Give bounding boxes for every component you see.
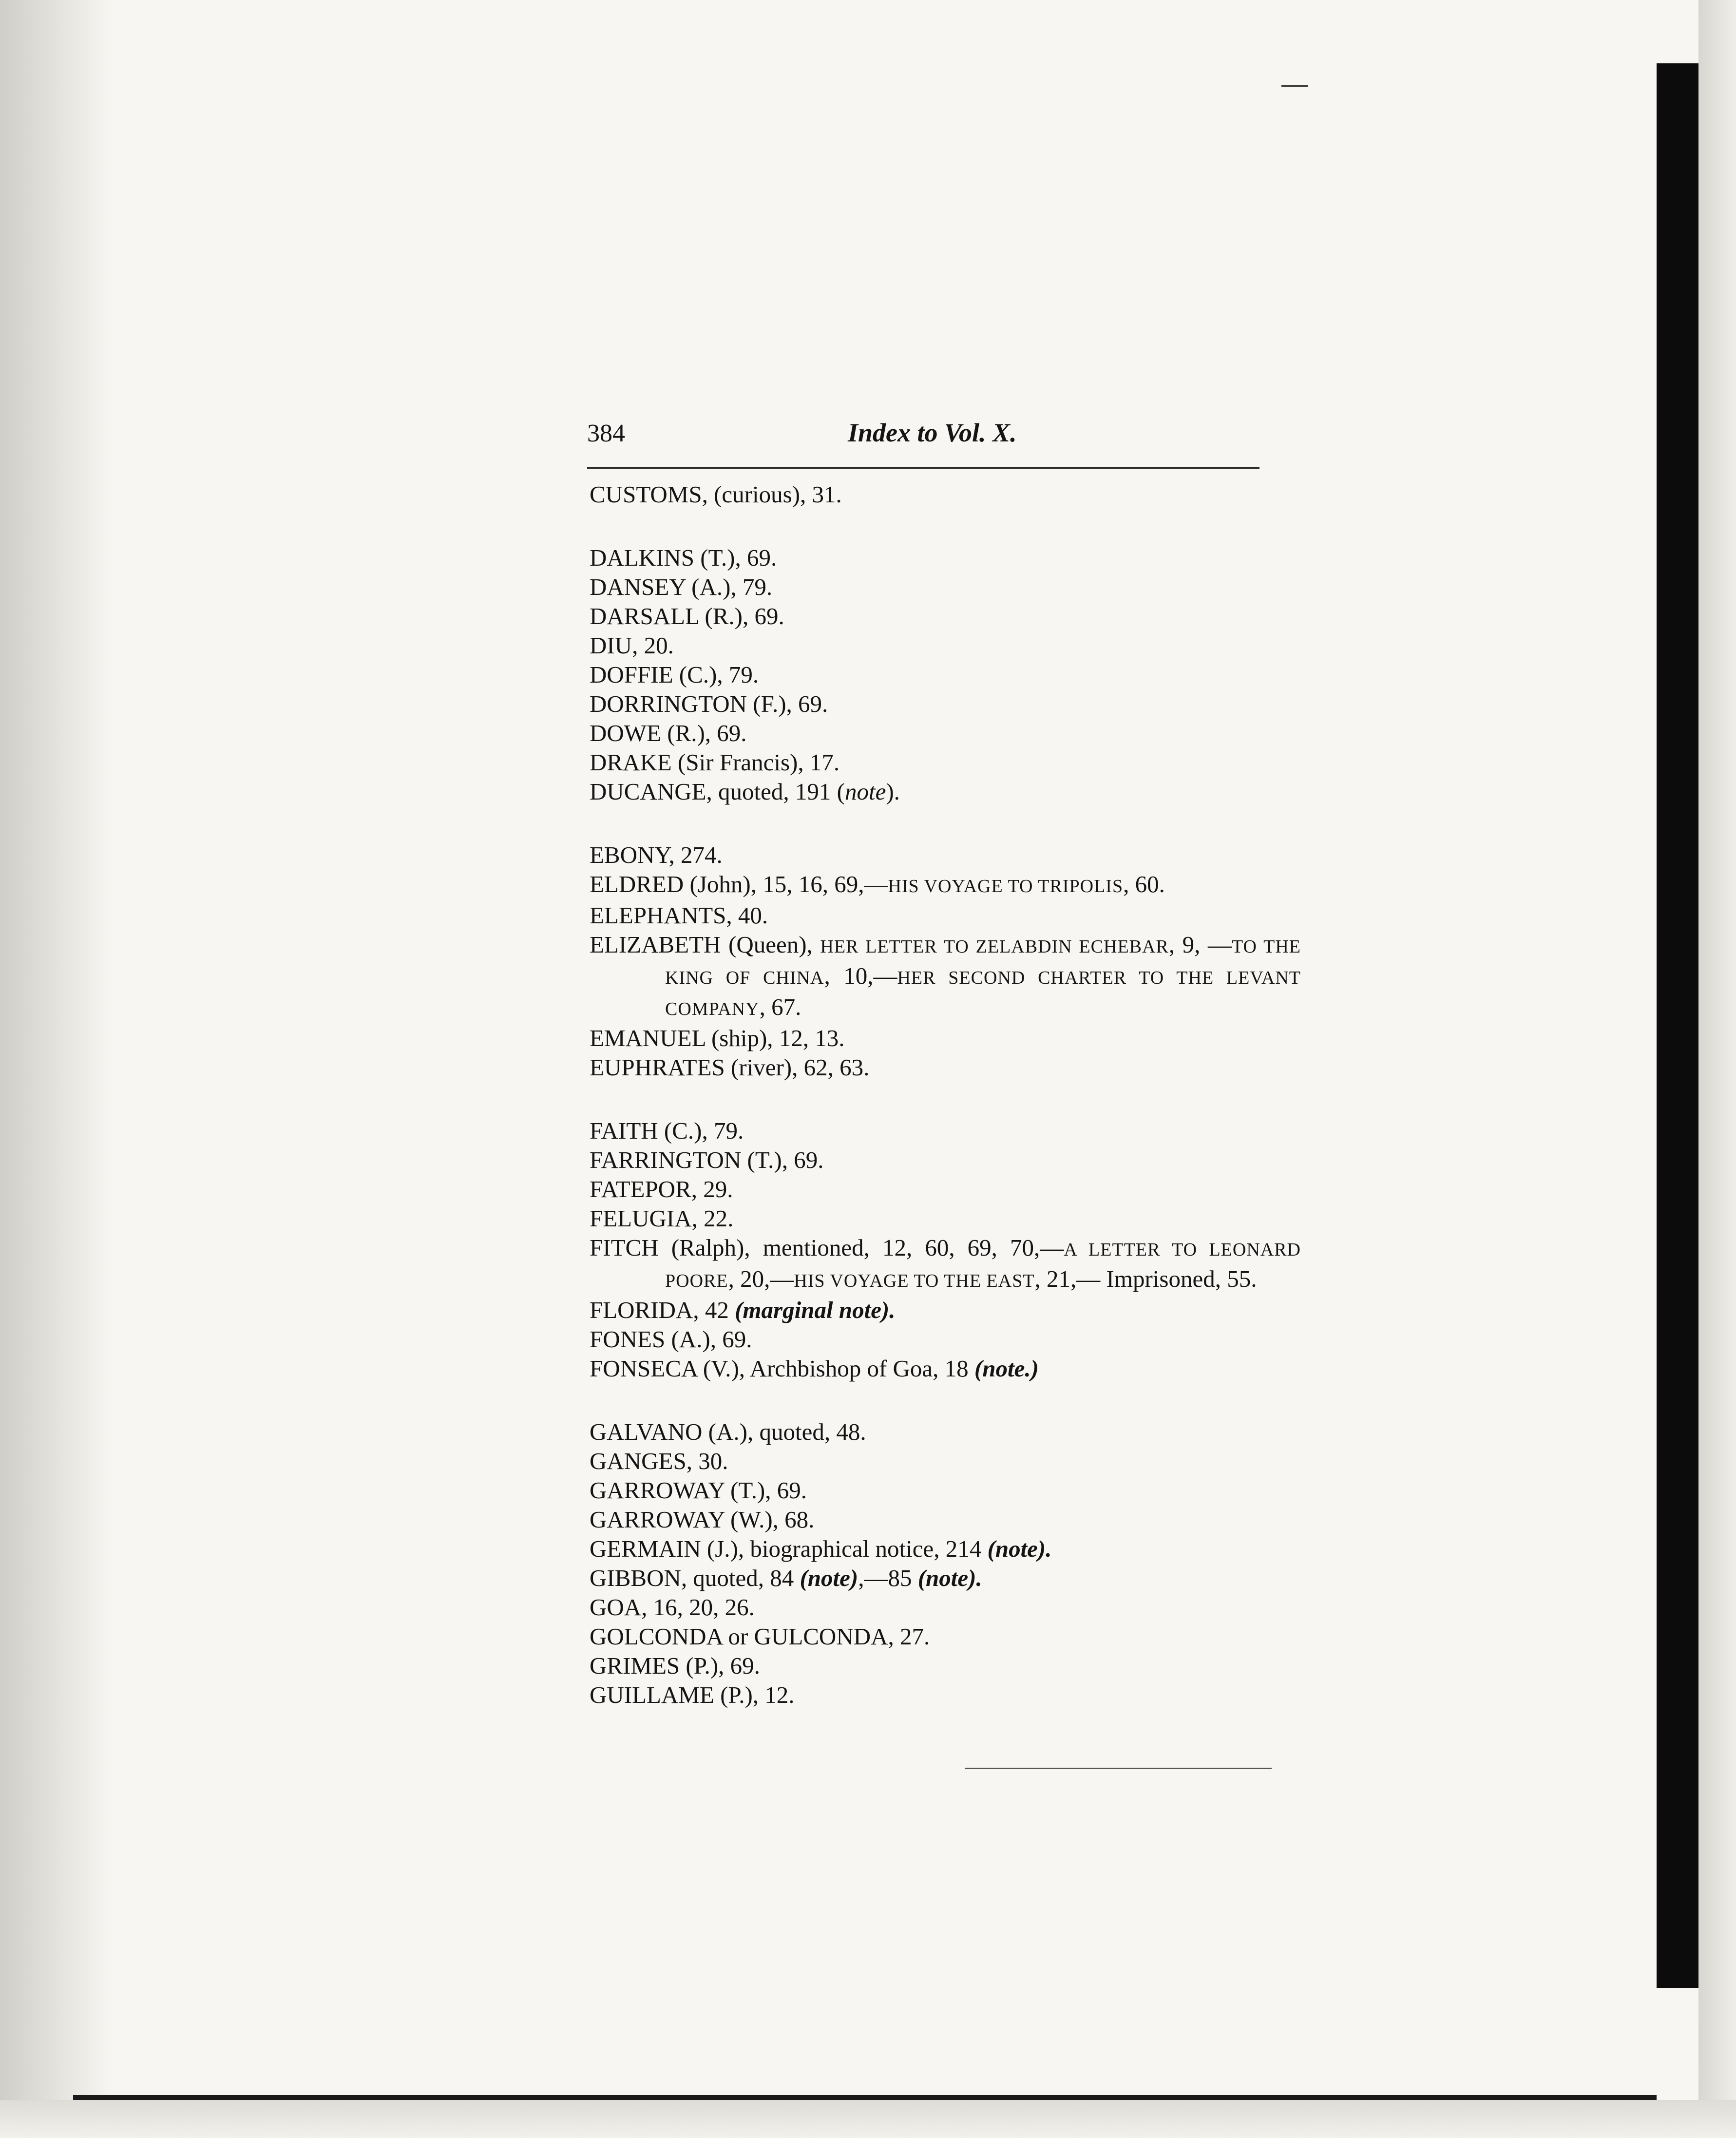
index-entry — [590, 1233, 1301, 1296]
index-entry-text: , 67. — [759, 993, 801, 1020]
index-entry — [590, 840, 1301, 870]
index-entry-text: GARROWAY (W.), 68. — [590, 1506, 815, 1533]
index-entry-text: , 60. — [1123, 871, 1165, 897]
scan-right-margin — [1698, 0, 1736, 2138]
index-entry-text: DOWE (R.), 69. — [590, 720, 747, 746]
index-entry-text: GALVANO (A.), quoted, 48. — [590, 1418, 866, 1445]
index-entry — [590, 1622, 1301, 1651]
index-entry — [590, 602, 1301, 631]
index-letter-group — [590, 543, 1301, 806]
index-entry-text: DOFFIE (C.), 79. — [590, 661, 759, 688]
index-entry — [590, 1145, 1301, 1175]
index-entry-text: GUILLAME (P.), 12. — [590, 1681, 795, 1708]
index-entry-text: , 20,— — [728, 1265, 794, 1292]
index-letter-group — [590, 480, 1301, 509]
index-entry-text: (marginal note). — [735, 1297, 896, 1323]
index-entry-text: , 10,— — [824, 962, 897, 989]
index-entry-text: FITCH (Ralph), mentioned, 12, 60, 69, 70,— — [590, 1234, 1064, 1261]
index-entry-text: (note). — [917, 1565, 982, 1591]
index-entry-text: , 9, — — [1168, 931, 1232, 958]
index-body — [590, 480, 1301, 1744]
index-entry — [590, 1564, 1301, 1593]
index-entry-text: GIBBON, quoted, 84 — [590, 1565, 800, 1591]
index-entry — [590, 543, 1301, 573]
header-rule — [587, 467, 1259, 469]
index-entry-text: CUSTOMS, (curious), 31. — [590, 481, 842, 508]
scan-speck — [1281, 85, 1308, 87]
index-entry — [590, 689, 1301, 719]
index-entry-text: FONSECA (V.), Archbishop of Goa, 18 — [590, 1355, 974, 1382]
index-entry-text: A LETTER TO LEONARD POORE — [665, 1240, 1301, 1291]
index-entry — [590, 777, 1301, 806]
index-entry-text: ELIZABETH (Queen), — [590, 931, 820, 958]
index-entry — [590, 1296, 1301, 1325]
index-entry — [590, 1505, 1301, 1534]
index-entry — [590, 901, 1301, 930]
index-entry-text: GERMAIN (J.), biographical notice, 214 — [590, 1535, 988, 1562]
index-entry-text: HIS VOYAGE TO TRIPOLIS — [888, 876, 1124, 897]
index-entry-text: ,—85 — [858, 1565, 918, 1591]
index-entry — [590, 1204, 1301, 1233]
index-entry — [590, 870, 1301, 901]
index-entry-text: GRIMES (P.), 69. — [590, 1652, 760, 1679]
index-entry-text: DORRINGTON (F.), 69. — [590, 690, 828, 717]
index-entry — [590, 719, 1301, 748]
index-entry — [590, 1053, 1301, 1082]
index-entry — [590, 1417, 1301, 1447]
index-letter-group — [590, 1116, 1301, 1383]
index-entry-text: DRAKE (Sir Francis), 17. — [590, 749, 840, 776]
index-entry-text: (note) — [800, 1565, 858, 1591]
index-entry — [590, 1476, 1301, 1505]
scan-bottom-margin — [0, 2100, 1736, 2138]
index-entry-text: ELDRED (John), 15, 16, 69,— — [590, 871, 888, 897]
index-entry — [590, 1680, 1301, 1710]
index-entry-text: note — [844, 778, 886, 805]
index-entry — [590, 1024, 1301, 1053]
index-entry-text: ELEPHANTS, 40. — [590, 902, 768, 929]
scan-bottom-shadow — [73, 2095, 1657, 2100]
index-entry-text: EMANUEL (ship), 12, 13. — [590, 1025, 845, 1051]
index-entry — [590, 1175, 1301, 1204]
index-entry — [590, 660, 1301, 689]
index-entry-text: TO THE KING OF CHINA — [665, 936, 1301, 988]
index-entry-text: GANGES, 30. — [590, 1448, 728, 1474]
index-entry — [590, 1325, 1301, 1354]
index-entry-text: GARROWAY (T.), 69. — [590, 1477, 807, 1504]
index-entry-text: FONES (A.), 69. — [590, 1326, 752, 1353]
index-entry — [590, 748, 1301, 777]
page-number: 384 — [587, 420, 625, 447]
index-entry-text: FLORIDA, 42 — [590, 1297, 735, 1323]
index-entry — [590, 631, 1301, 660]
index-entry-text: (note.) — [974, 1355, 1039, 1382]
index-entry-text: FATEPOR, 29. — [590, 1176, 733, 1203]
index-entry-text: FELUGIA, 22. — [590, 1205, 734, 1232]
running-title: Index to Vol. X. — [848, 418, 1017, 447]
index-entry-text: GOLCONDA or GULCONDA, 27. — [590, 1623, 930, 1650]
index-letter-group — [590, 1417, 1301, 1710]
scan-speck — [965, 1768, 1272, 1769]
index-entry-text: HER LETTER TO ZELABDIN ECHEBAR — [820, 936, 1169, 957]
index-entry-text: DANSEY (A.), 79. — [590, 573, 773, 600]
index-entry-text: FAITH (C.), 79. — [590, 1117, 744, 1144]
index-entry — [590, 480, 1301, 509]
index-entry-text: GOA, 16, 20, 26. — [590, 1594, 755, 1621]
index-entry-text: EUPHRATES (river), 62, 63. — [590, 1054, 870, 1081]
index-entry-text: DARSALL (R.), 69. — [590, 603, 784, 630]
index-entry — [590, 1651, 1301, 1680]
scan-right-shadow — [1657, 63, 1698, 1988]
index-entry — [590, 1354, 1301, 1383]
index-entry-text: HER SECOND CHARTER TO THE LEVANT COMPANY — [665, 968, 1301, 1019]
index-entry — [590, 573, 1301, 602]
index-entry-text: DUCANGE, quoted, 191 ( — [590, 778, 845, 805]
index-entry-text: ). — [886, 778, 900, 805]
scan-left-edge — [0, 0, 112, 2138]
index-entry — [590, 930, 1301, 1024]
index-entry-text: HIS VOYAGE TO THE EAST — [794, 1271, 1035, 1291]
index-entry — [590, 1593, 1301, 1622]
index-letter-group — [590, 840, 1301, 1082]
index-entry — [590, 1534, 1301, 1564]
index-entry-text: DALKINS (T.), 69. — [590, 544, 777, 571]
index-entry — [590, 1116, 1301, 1145]
index-entry-text: EBONY, 274. — [590, 841, 723, 868]
index-entry-text: FARRINGTON (T.), 69. — [590, 1146, 824, 1173]
index-entry — [590, 1447, 1301, 1476]
index-entry-text: , 21,— Imprisoned, 55. — [1034, 1265, 1257, 1292]
index-entry-text: DIU, 20. — [590, 632, 674, 659]
index-entry-text: (note). — [987, 1535, 1052, 1562]
